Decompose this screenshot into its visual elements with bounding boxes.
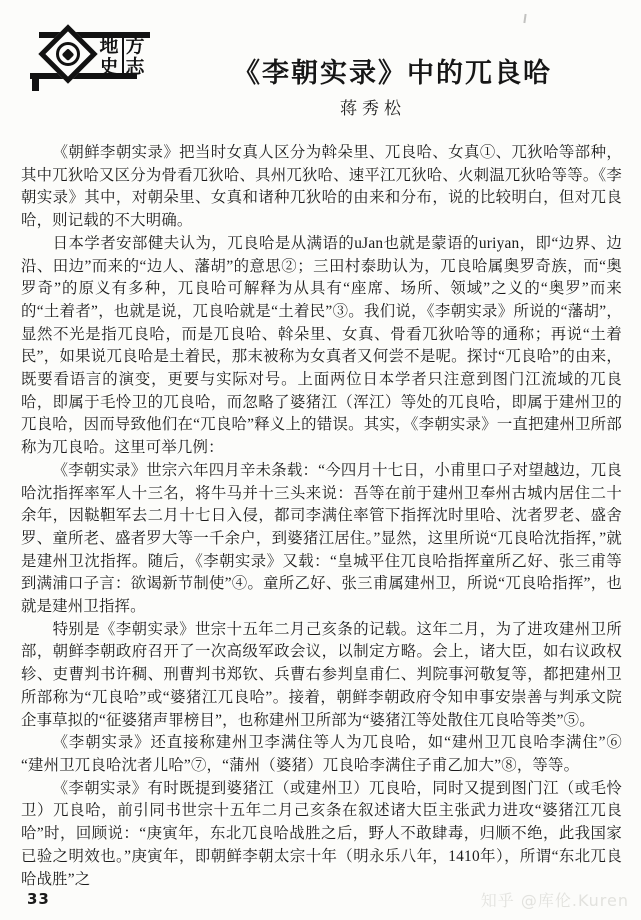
zhihu-watermark: 知乎 @库伦.Kuren — [480, 891, 629, 910]
author-name: 蒋秀松 — [340, 99, 406, 118]
paragraph-6: 《李朝实录》有时既提到婆猪江（或建州卫）兀良哈，同时又提到图门江（或毛怜卫）兀良哈，前引同书世宗十五年二月己亥条在叙述诸大臣主张武力进攻“婆猪江兀良哈”时，回顾说：“庚寅年，东北兀良哈战胜之后，野人不敢肆毒，归顺不绝，此我国家已验之明效也。”庚寅年，即朝鲜李朝太宗十年（明永乐八年，1410年），所谓“东北兀良哈战胜”之 — [21, 779, 622, 888]
logo-char: 史 — [99, 56, 119, 78]
logo-left-stub — [32, 73, 39, 91]
article-title: 《李朝实录》中的兀良哈 — [233, 58, 552, 90]
paragraph-1: 《朝鲜李朝实录》把当时女真人区分为斡朵里、兀良哈、女真①、兀狄哈等部种，其中兀狄哈又区分为骨看兀狄哈、具州兀狄哈、速平江兀狄哈、火刺温兀狄哈等等。《李朝实录》其中，对朝朵里、女真和诸种兀狄哈的由来和分布，说的比较明白，但对兀良哈，则记载的不大明确。 — [21, 144, 622, 230]
logo-char: 地 — [99, 35, 119, 57]
paragraph-5: 《李朝实录》还直接称建州卫李满住等人为兀良哈，如“建州卫兀良哈李满住”⑥ “建州卫兀良哈沈者儿哈”⑦，“蒲州（婆猪）兀良哈李满住子甫乙加大”⑧，等等。 — [21, 734, 622, 774]
logo-characters — [96, 36, 148, 78]
logo-char: 方 — [125, 35, 145, 57]
paragraph-4: 特别是《李朝实录》世宗十五年二月己亥条的记载。这年二月，为了进攻建州卫所部，朝鲜李朝政府召开了一次高级军政会议，以制定方略。会上，诸大臣，如右议政权轸、吏曹判书许稠、刑曹判书郑钦、兵曹右参判皇甫仁、判院事河敬复等，都把建州卫所部称为“兀良哈”或“婆猪江兀良哈”。接着，朝鲜李朝政府令知申事安崇善与判承文院企事草拟的“征婆猪声罪榜目”，也称建州卫所部为“婆猪江等处散住兀良哈等类”⑤。 — [21, 620, 622, 729]
logo-char: 志 — [125, 56, 145, 78]
journal-logo — [30, 24, 150, 92]
page-number: 33 — [27, 890, 50, 908]
paragraph-3: 《李朝实录》世宗六年四月辛未条载：“今四月十七日，小甫里口子对望越边，兀良哈沈指挥率军人十三名，将牛马并十三头来说：吾等在前于建州卫奉州古城内居住二十余年，因鞑靼军去二月十七日入侵，都司李满住率管下指挥沈时里哈、沈者罗老、盛舍罗、童所老、盛者罗大等一千余户，到婆猪江居住。”显然，这里所说“兀良哈沈指挥，”就是建州卫沈指挥。随后，《李朝实录》又载：“皇城平住兀良哈指挥童所乙好、张三甫等到满浦口子言：欲谒新节制使”④。童所乙好、张三甫属建州卫，所说“兀良哈指挥”，也就是建州卫指挥。 — [21, 461, 622, 616]
scan-artifact — [523, 14, 526, 23]
paragraph-2: 日本学者安部健夫认为，兀良哈是从满语的uJan也就是蒙语的uriyan，即“边界、边沿、田边”而来的“边人、藩胡”的意思②；三田村泰助认为，兀良哈属奥罗奇族，而“奥罗奇”的原义有多种，兀良哈可解释为从具有“座席、场所、领域”之义的“奥罗”而来的“土着者”，也就是说，兀良哈就是“土着民”③。我们说，《李朝实录》所说的“藩胡”，显然不光是指兀良哈，而是兀良哈、斡朵里、女真、骨看兀狄哈等的通称；再说“土着民”，如果说兀良哈是土着民，那末被称为女真者又何尝不是呢。探讨“兀良哈”的由来，既要看语言的演变，更要与实际对号。上面两位日本学者只注意到图门江流域的兀良哈，即属于毛怜卫的兀良哈，而忽略了婆猪江（浑江）等处的兀良哈，即属于建州卫的兀良哈，因而导致他们在“兀良哈”释义上的错误。其实，《李朝实录》一直把建州卫所部称为兀良哈。这里可举几例： — [21, 234, 622, 457]
logo-divider-line — [122, 37, 124, 77]
article-body — [21, 142, 622, 891]
